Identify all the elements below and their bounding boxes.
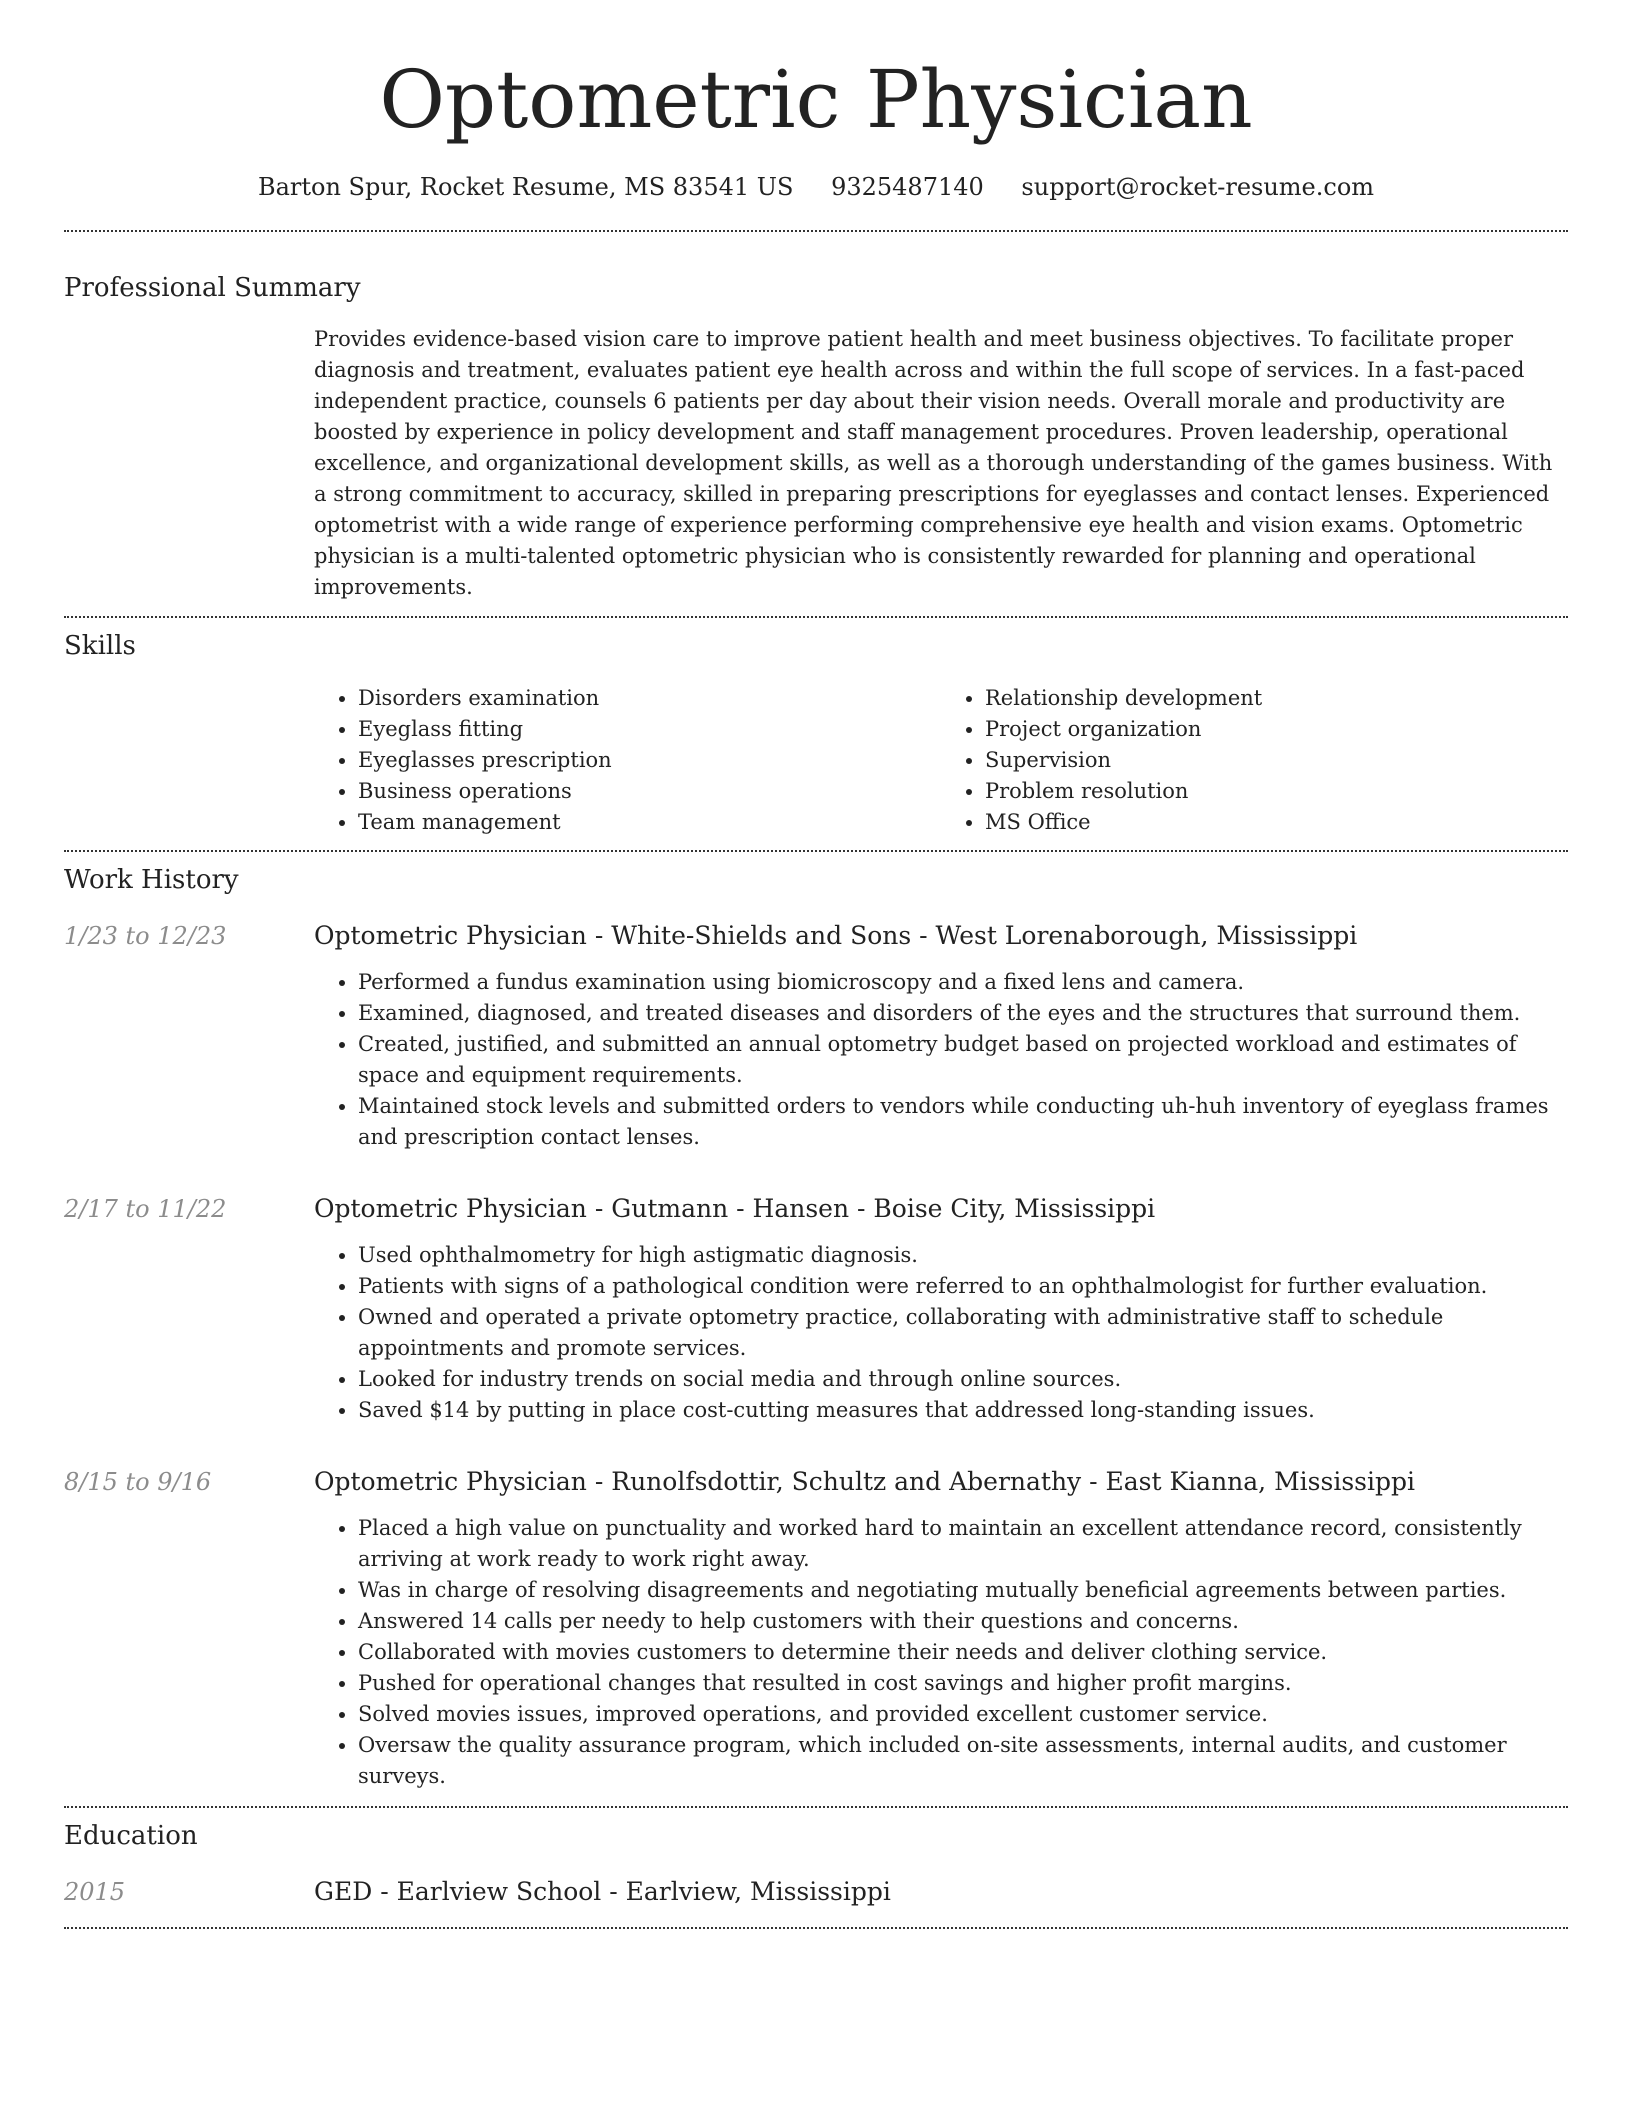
skill-item: • Business operations — [358, 776, 941, 807]
education-section — [64, 1818, 1568, 1909]
skill-item: • Project organization — [985, 714, 1568, 745]
job-bullet: • Patients with signs of a pathological condition were referred to an ophthalmologist for further evaluation. — [358, 1271, 1568, 1302]
job-dates: 1/23 to 12/23 — [64, 922, 227, 950]
job-bullet: • Oversaw the quality assurance program, which included on-site assessments, internal audits, and customer surveys. — [358, 1730, 1568, 1792]
candidate-name: Optometric Physician — [379, 53, 1253, 146]
skill-item: • Supervision — [985, 745, 1568, 776]
job-title: Optometric Physician - Runolfsdottir, Schultz and Abernathy - East Kianna, Mississippi — [314, 1467, 1415, 1496]
job-bullet: • Saved $14 by putting in place cost-cutting measures that addressed long-standing issues. — [358, 1395, 1568, 1426]
skills-left-spacer — [64, 683, 314, 838]
resume-page — [64, 0, 1568, 1929]
job-title: Optometric Physician - Gutmann - Hansen - Boise City, Mississippi — [314, 1194, 1156, 1223]
job-bullets — [314, 967, 1568, 1153]
skill-item: • Eyeglass fitting — [358, 714, 941, 745]
skill-item: • Eyeglasses prescription — [358, 745, 941, 776]
education-degree: GED - Earlview School - Earlview, Mississippi — [314, 1877, 891, 1906]
education-entry — [64, 1875, 1568, 1909]
job-bullet: • Solved movies issues, improved operations, and provided excellent customer service. — [358, 1699, 1568, 1730]
skills-section — [64, 628, 1568, 838]
section-divider — [64, 1806, 1568, 1808]
summary-text: Provides evidence-based vision care to improve patient health and meet business objectives. To facilitate proper diagnosis and treatment, evaluates patient eye health across and within the full scope of services. In a fast-paced independent practice, counsels 6 patients per day about their vision needs. Overall morale and productivity are boosted by experience in policy development and staff management procedures. Proven leadership, operational excellence, and organizational development skills, as well as a thorough understanding of the games business. With a strong commitment to accuracy, skilled in preparing prescriptions for eyeglasses and contact lenses. Experienced optometrist with a wide range of experience performing comprehensive eye health and vision exams. Optometric physician is a multi-talented optometric physician who is consistently rewarded for planning and operational improvements. — [314, 327, 1553, 599]
job-entry — [64, 919, 1568, 1153]
job-dates: 2/17 to 11/22 — [64, 1195, 227, 1223]
section-divider — [64, 850, 1568, 852]
skill-item: • MS Office — [985, 807, 1568, 838]
skill-item: • Problem resolution — [985, 776, 1568, 807]
job-bullet: • Maintained stock levels and submitted orders to vendors while conducting uh-huh inventory of eyeglass frames and prescription contact lenses. — [358, 1091, 1568, 1153]
job-bullet: • Created, justified, and submitted an annual optometry budget based on projected workload and estimates of space and equipment requirements. — [358, 1029, 1568, 1091]
contact-address: Barton Spur, Rocket Resume, MS 83541 US — [257, 173, 794, 201]
job-bullets — [314, 1240, 1568, 1426]
job-bullet: • Performed a fundus examination using biomicroscopy and a fixed lens and camera. — [358, 967, 1568, 998]
job-bullet: • Pushed for operational changes that resulted in cost savings and higher profit margins. — [358, 1668, 1568, 1699]
education-year: 2015 — [64, 1878, 126, 1906]
contact-line — [64, 170, 1568, 204]
work-section — [64, 862, 1568, 1792]
section-divider — [64, 230, 1568, 232]
skill-item: • Disorders examination — [358, 683, 941, 714]
job-entry — [64, 1192, 1568, 1426]
job-bullet: • Owned and operated a private optometry practice, collaborating with administrative staff to schedule appointments and promote services. — [358, 1302, 1568, 1364]
contact-phone: 9325487140 — [831, 173, 984, 201]
summary-left-spacer — [64, 324, 314, 603]
resume-header — [64, 0, 1568, 204]
job-bullet: • Answered 14 calls per needy to help customers with their questions and concerns. — [358, 1606, 1568, 1637]
skill-item: • Team management — [358, 807, 941, 838]
job-bullet: • Looked for industry trends on social media and through online sources. — [358, 1364, 1568, 1395]
section-divider — [64, 1927, 1568, 1929]
contact-email: support@rocket-resume.com — [1021, 173, 1375, 201]
skills-list-right — [941, 683, 1568, 838]
job-entry — [64, 1465, 1568, 1792]
job-bullets — [314, 1513, 1568, 1792]
job-bullet: • Examined, diagnosed, and treated diseases and disorders of the eyes and the structures that surround them. — [358, 998, 1568, 1029]
job-title: Optometric Physician - White-Shields and Sons - West Lorenaborough, Mississippi — [314, 921, 1358, 950]
skills-heading: Skills — [64, 631, 136, 661]
job-bullet: • Was in charge of resolving disagreements and negotiating mutually beneficial agreements between parties. — [358, 1575, 1568, 1606]
skills-list-left — [314, 683, 941, 838]
job-bullet: • Placed a high value on punctuality and worked hard to maintain an excellent attendance record, consistently arriving at work ready to work right away. — [358, 1513, 1568, 1575]
summary-heading: Professional Summary — [64, 273, 361, 303]
education-heading: Education — [64, 1821, 198, 1851]
job-bullet: • Used ophthalmometry for high astigmatic diagnosis. — [358, 1240, 1568, 1271]
job-bullet: • Collaborated with movies customers to determine their needs and deliver clothing service. — [358, 1637, 1568, 1668]
skill-item: • Relationship development — [985, 683, 1568, 714]
job-dates: 8/15 to 9/16 — [64, 1468, 212, 1496]
section-divider — [64, 616, 1568, 618]
work-heading: Work History — [64, 865, 239, 895]
summary-section — [64, 270, 1568, 603]
